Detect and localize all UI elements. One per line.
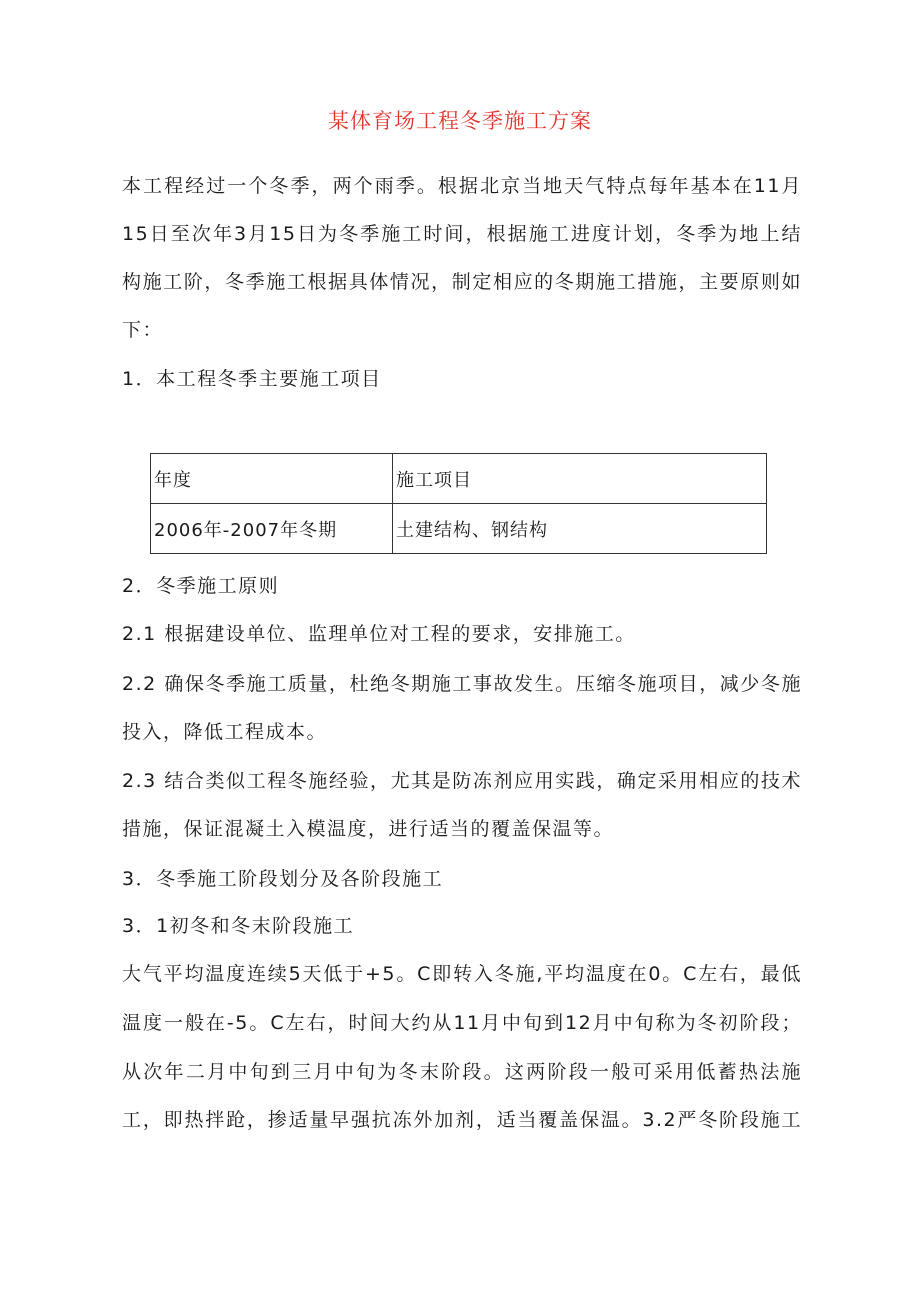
table-row: [151, 504, 767, 554]
item-2-3-line-1: 2.3 结合类似工程冬施经验，尤其是防冻剂应用实践，确定采用相应的技术: [122, 770, 802, 792]
intro-line-4: 下：: [122, 319, 164, 341]
table-header-project: 施工项目: [393, 454, 767, 504]
item-2-3-line-2: 措施，保证混凝土入模温度，进行适当的覆盖保温等。: [122, 818, 615, 840]
section-3-1-line-3: 从次年二月中旬到三月中旬为冬末阶段。这两阶段一般可采用低蓄热法施: [122, 1061, 802, 1083]
document-title: 某体育场工程冬季施工方案: [328, 109, 592, 133]
section-3-heading: 3．冬季施工阶段划分及各阶段施工: [122, 868, 444, 890]
section-1-heading: 1．本工程冬季主要施工项目: [122, 368, 382, 390]
construction-items-table: [150, 453, 767, 554]
table-cell-project: 土建结构、钢结构: [393, 504, 767, 554]
table-header-year: 年度: [151, 454, 393, 504]
item-2-2-line-2: 投入，降低工程成本。: [122, 721, 328, 743]
intro-line-3: 构施工阶，冬季施工根据具体情况，制定相应的冬期施工措施，主要原则如: [122, 271, 802, 293]
table-cell-year: 2006年-2007年冬期: [151, 504, 393, 554]
section-3-1-line-4: 工，即热拌跄，掺适量早强抗冻外加剂，适当覆盖保温。3.2严冬阶段施工: [122, 1109, 802, 1131]
item-2-1: 2.1 根据建设单位、监理单位对工程的要求，安排施工。: [122, 623, 636, 645]
intro-line-1: 本工程经过一个冬季，两个雨季。根据北京当地天气特点每年基本在11月: [122, 175, 802, 197]
table-header-row: [151, 454, 767, 504]
section-3-1-line-2: 温度一般在-5。C左右，时间大约从11月中旬到12月中旬称为冬初阶段；: [122, 1012, 802, 1034]
item-2-2-line-1: 2.2 确保冬季施工质量，杜绝冬期施工事故发生。压缩冬施项目，减少冬施: [122, 673, 802, 695]
section-2-heading: 2．冬季施工原则: [122, 575, 280, 597]
intro-line-2: 15日至次年3月15日为冬季施工时间，根据施工进度计划，冬季为地上结: [122, 223, 802, 245]
section-3-1-heading: 3．1初冬和冬末阶段施工: [122, 915, 355, 937]
section-3-1-line-1: 大气平均温度连续5天低于+5。C即转入冬施,平均温度在0。C左右，最低: [122, 963, 802, 985]
